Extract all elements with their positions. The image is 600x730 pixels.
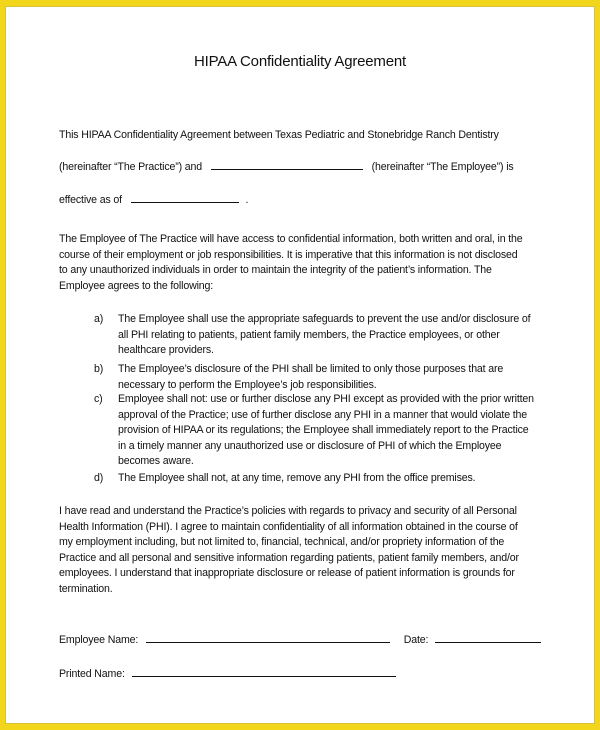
- list-letter: a): [94, 313, 104, 325]
- list-line: necessary to perform the Employee’s job responsibilities.: [118, 378, 377, 391]
- list-line: approval of the Practice; use of further disclose any PHI in a manner that would violate the: [118, 408, 528, 421]
- employee-name-field[interactable]: [146, 632, 390, 643]
- paragraph-acknowledgement: [59, 504, 549, 597]
- paragraph-line: Practice and all personal and sensitive information regarding patients, patient family members, and/or: [59, 551, 519, 564]
- practice-designation: (hereinafter “The Practice”) and: [59, 161, 202, 173]
- paragraph-access: [59, 232, 549, 294]
- list-line: provision of HIPAA or its regulations; the Employee shall immediately report to the Practice: [118, 424, 529, 436]
- paragraph-line: to any unauthorized individuals in order to maintain the integrity of the patient’s information. The: [59, 264, 492, 276]
- paragraph-line: Health Information (PHI). I agree to maintain confidentiality of all information obtained in the course of: [59, 520, 518, 533]
- list-letter: d): [94, 472, 104, 484]
- employee-name-blank[interactable]: [211, 159, 363, 170]
- list-line: in a timely manner any unauthorized use or disclosure of PHI of which the Employee: [118, 439, 502, 452]
- printed-name-label: Printed Name:: [59, 668, 125, 680]
- effective-date-blank[interactable]: [131, 192, 239, 203]
- paragraph-line: I have read and understand the Practice’s policies with regards to privacy and security of all Personal: [59, 505, 517, 517]
- list-line: The Employee shall use the appropriate safeguards to prevent the use and/or disclosure of: [118, 313, 531, 325]
- list-item-text: [118, 392, 558, 470]
- employee-name-label: Employee Name:: [59, 634, 139, 646]
- list-line: healthcare providers.: [118, 344, 214, 356]
- list-line: The Employee’s disclosure of the PHI shall be limited to only those purposes that are: [118, 363, 504, 375]
- list-line: becomes aware.: [118, 455, 194, 467]
- list-letter: b): [94, 363, 104, 375]
- paragraph-line: termination.: [59, 582, 113, 595]
- printed-name-row: [59, 666, 396, 681]
- intro-line-2: [59, 159, 514, 174]
- paragraph-line: employees. I understand that inappropriate disclosure or release of patient information is grounds for: [59, 567, 515, 579]
- document-title: HIPAA Confidentiality Agreement: [194, 53, 406, 70]
- employee-name-row: [59, 632, 541, 647]
- effective-as-of-label: effective as of: [59, 194, 122, 206]
- list-item-text: [118, 362, 558, 393]
- intro-line-1: This HIPAA Confidentiality Agreement between Texas Pediatric and Stonebridge Ranch Dentistry: [59, 129, 499, 141]
- employee-designation: (hereinafter “The Employee”) is: [371, 161, 514, 173]
- list-letter: c): [94, 393, 103, 405]
- intro-period: .: [245, 194, 249, 206]
- date-label: Date:: [403, 634, 429, 646]
- list-item-text: [118, 471, 558, 487]
- paragraph-line: The Employee of The Practice will have access to confidential information, both written and oral, in the: [59, 233, 523, 245]
- paragraph-line: my employment including, but not limited to, financial, technical, and/or propriety information of the: [59, 536, 505, 548]
- paragraph-line: course of their employment or job responsibilities. It is imperative that this information is not disclosed: [59, 248, 518, 261]
- list-line: The Employee shall not, at any time, remove any PHI from the office premises.: [118, 472, 476, 484]
- intro-line-3: [59, 192, 248, 207]
- list-item-text: [118, 312, 558, 359]
- document-page: [5, 6, 595, 724]
- list-line: Employee shall not: use or further disclose any PHI except as provided with the prior written: [118, 393, 534, 405]
- paragraph-line: Employee agrees to the following:: [59, 279, 214, 292]
- date-field[interactable]: [435, 632, 541, 643]
- list-line: all PHI relating to patients, patient family members, the Practice employees, or other: [118, 328, 500, 341]
- printed-name-field[interactable]: [132, 666, 396, 677]
